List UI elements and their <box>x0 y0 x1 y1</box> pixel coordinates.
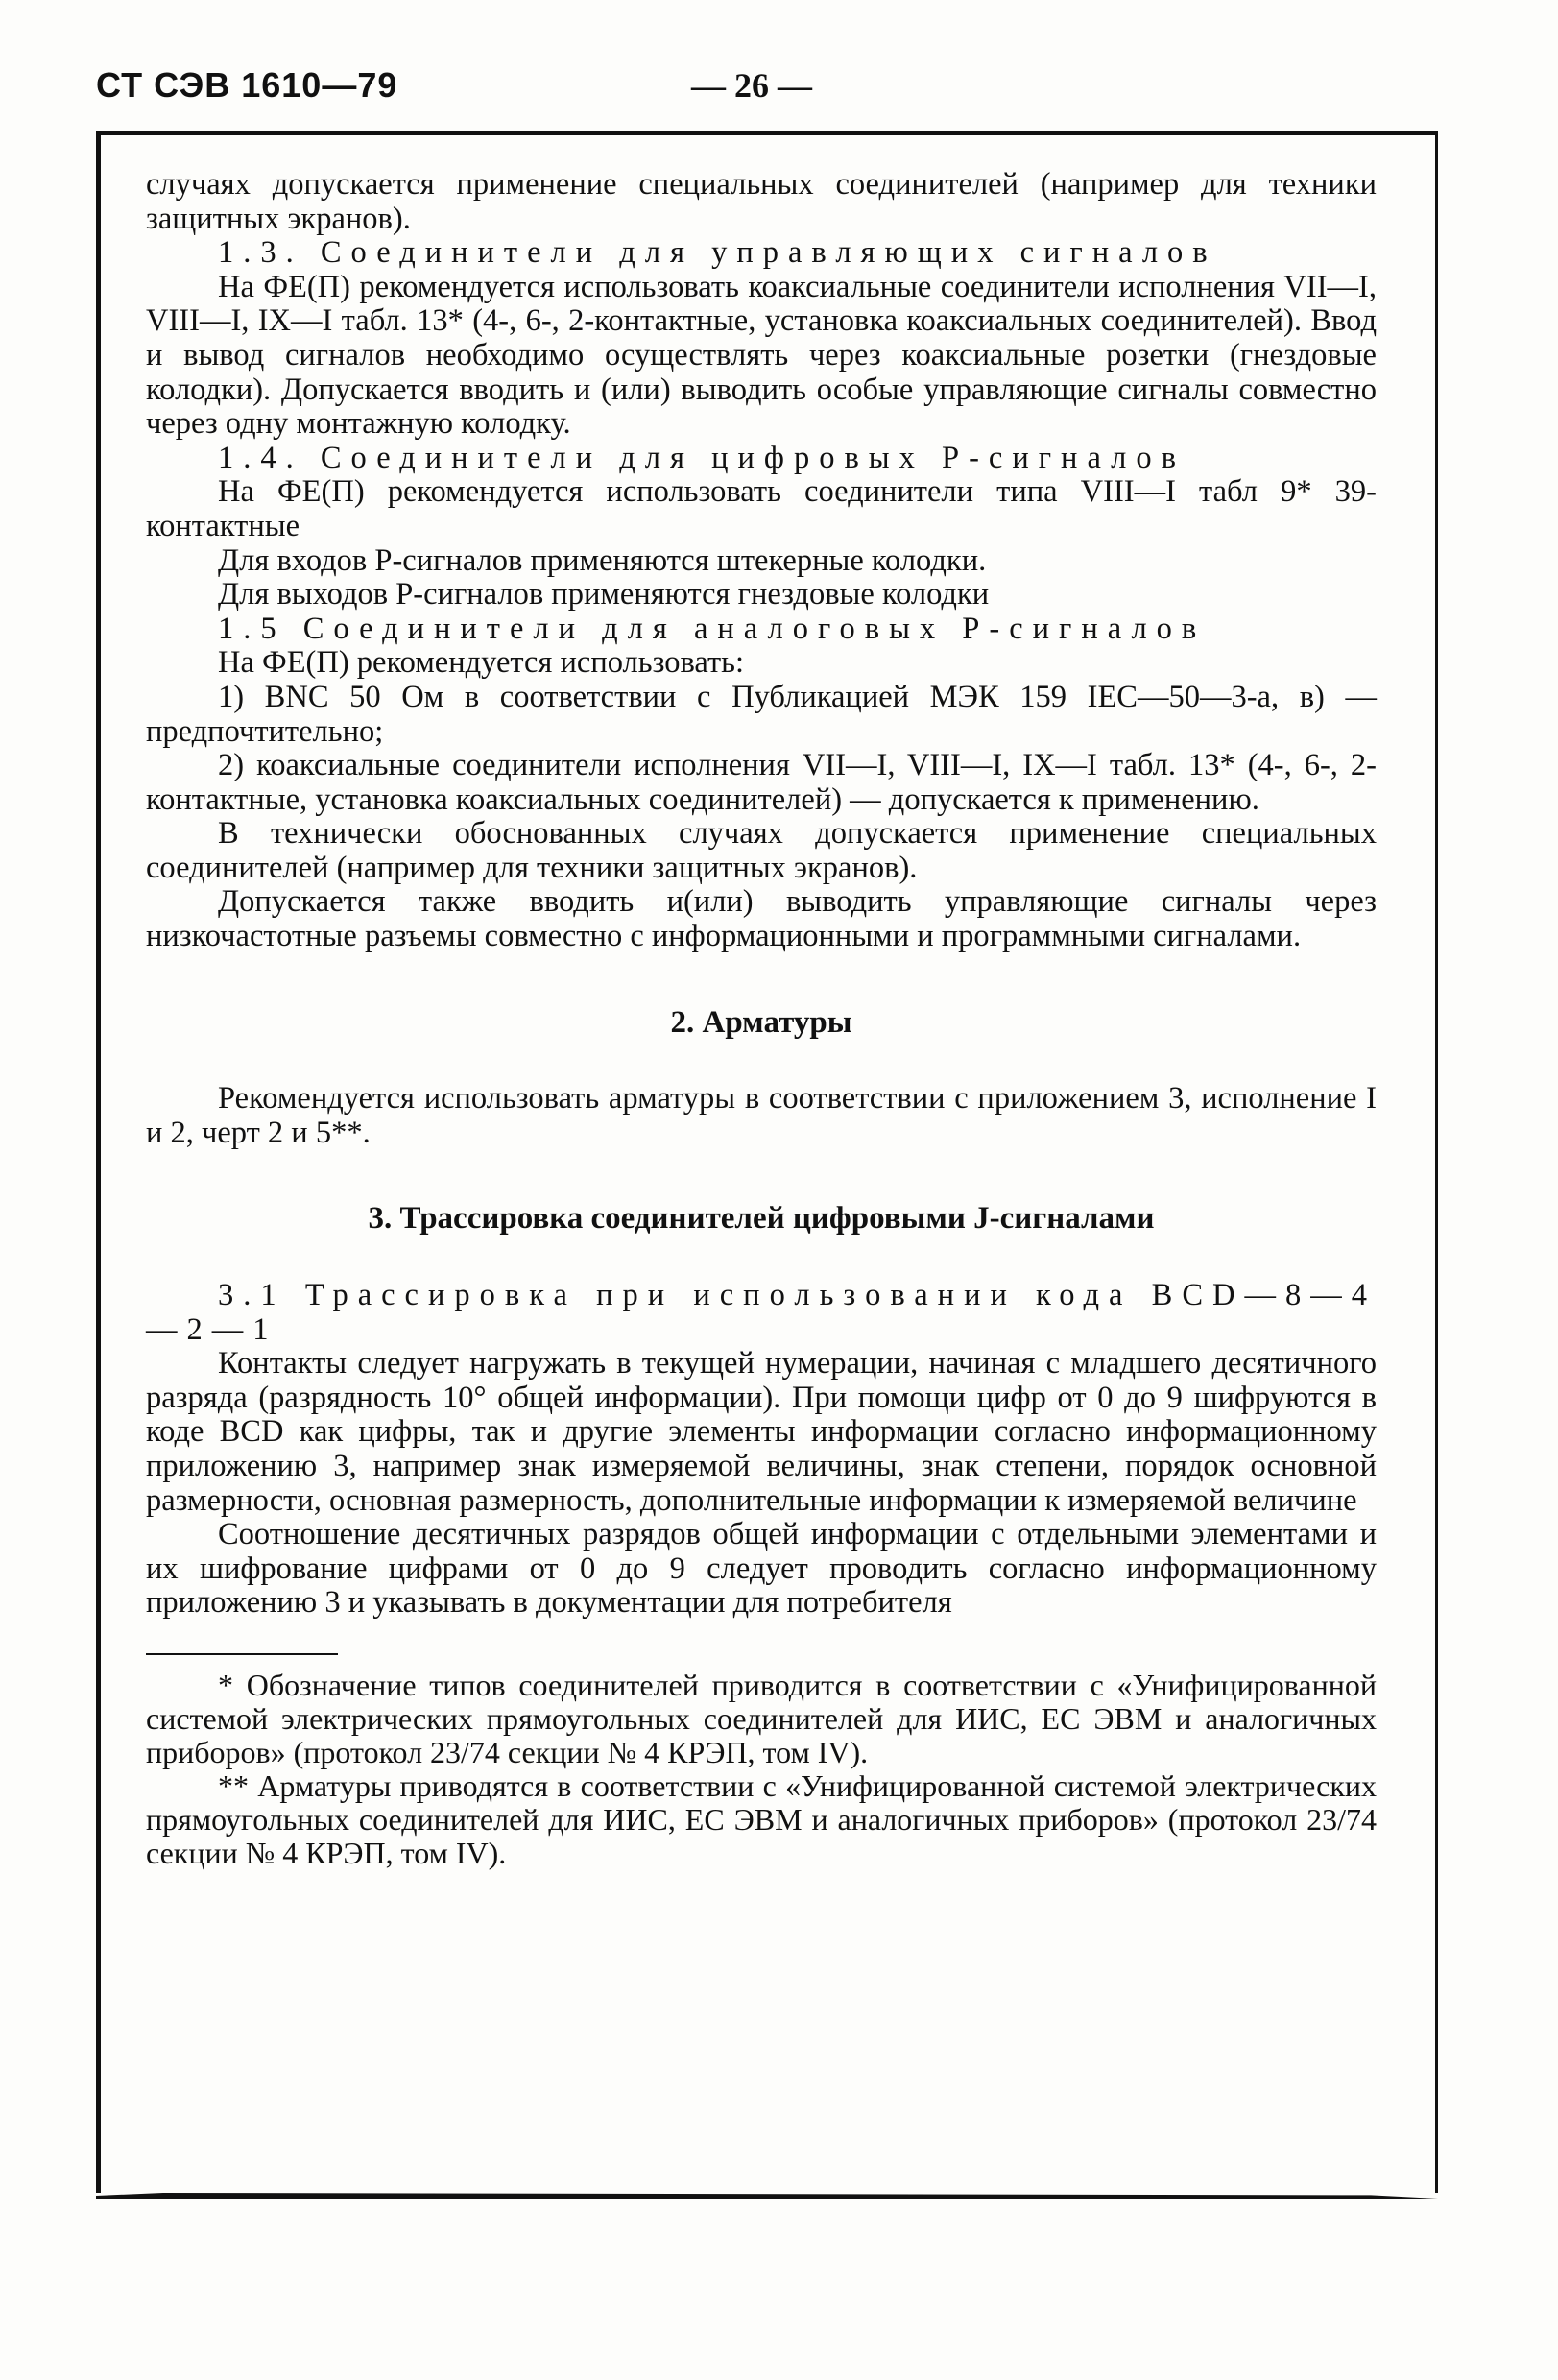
paragraph: Рекомендуется использовать арматуры в соответствии с приложением 3, исполнение I и 2, черт 2 и 5**. <box>146 1081 1377 1150</box>
section-1-4-title: 1.4. Соединители для цифровых Р-сигналов <box>218 440 1186 475</box>
paragraph: В технически обоснованных случаях допускается применение специальных соединителей (например для техники защитных экранов). <box>146 816 1377 885</box>
section-1-5-title: 1.5 Соединители для аналоговых Р-сигналов <box>218 611 1207 646</box>
frame-bottom-rule <box>96 2193 1438 2199</box>
page-content <box>146 168 1377 1870</box>
paragraph: На ФЕ(П) рекомендуется использовать соединители типа VIII—I табл 9* 39-контактные <box>146 474 1377 543</box>
paragraph: На ФЕ(П) рекомендуется использовать коаксиальные соединители исполнения VII—I, VIII—I, IX—I табл. 13* (4-, 6-, 2-контактные, установка коаксиальных соединителей). Ввод и вывод сигналов необходимо осуществлять через коаксиальные розетки (гнездовые колодки). Допускается вводить и (или) выводить особые управляющие сигналы совместно через одну монтажную колодку. <box>146 269 1377 442</box>
paragraph: Соотношение десятичных разрядов общей информации с отдельными элементами и их шифрование цифрами от 0 до 9 следует проводить согласно информационному приложению 3 и указывать в документации для потребителя <box>146 1517 1377 1621</box>
section-3-1-title: 3.1 Трассировка при использовании кода BCD—8—4—2—1 <box>146 1278 1377 1347</box>
footnote: ** Арматуры приводятся в соответствии с «Унифицированной системой электрических прямоугольных соединителей для ИИС, ЕС ЭВМ и аналогичных приборов» (протокол 23/74 секции № 4 КРЭП, том IV). <box>146 1767 1377 1870</box>
page-number: — 26 — <box>691 66 812 105</box>
paragraph: Для входов Р-сигналов применяются штекерные колодки. <box>218 542 987 578</box>
document-code: СТ СЭВ 1610—79 <box>96 65 398 105</box>
paragraph: На ФЕ(П) рекомендуется использовать: <box>218 645 745 681</box>
paragraph: Для выходов Р-сигналов применяются гнездовые колодки <box>218 577 990 613</box>
section-3-heading: 3. Трассировка соединителей цифровыми J-сигналами <box>368 1201 1155 1237</box>
list-item: 1) BNC 50 Ом в соответствии с Публикацией МЭК 159 IEC—50—3-а, в) — предпочтительно; <box>146 679 1377 749</box>
paragraph: Допускается также вводить и(или) выводить управляющие сигналы через низкочастотные разъемы совместно с информационными и программными сигналами. <box>146 884 1377 954</box>
footnote-divider <box>146 1653 338 1655</box>
section-2-heading: 2. Арматуры <box>670 1004 852 1040</box>
list-item: 2) коаксиальные соединители исполнения VII—I, VIII—I, IX—I табл. 13* (4-, 6-, 2-контактные, установка коаксиальных соединителей) — допускается к применению. <box>146 748 1377 817</box>
paragraph: случаях допускается применение специальных соединителей (например для техники защитных экранов). <box>146 167 1377 236</box>
paragraph: Контакты следует нагружать в текущей нумерации, начиная с младшего десятичного разряда (разрядность 10° общей информации). При помощи цифр от 0 до 9 шифруются в коде BCD как цифры, так и другие элементы информации согласно информационному приложению 3, например знак измеряемой величины, знак степени, порядок основной размерности, основная размерность, дополнительные информации к измеряемой величине <box>146 1346 1377 1518</box>
page-header <box>96 65 1440 113</box>
footnote: * Обозначение типов соединителей приводится в соответствии с «Унифицированной системой электрических прямоугольных соединителей для ИИС, ЕС ЭВМ и аналогичных приборов» (протокол 23/74 секции № 4 КРЭП, том IV). <box>146 1667 1377 1769</box>
section-1-3-title: 1.3. Соединители для управляющих сигналов <box>218 235 1217 271</box>
